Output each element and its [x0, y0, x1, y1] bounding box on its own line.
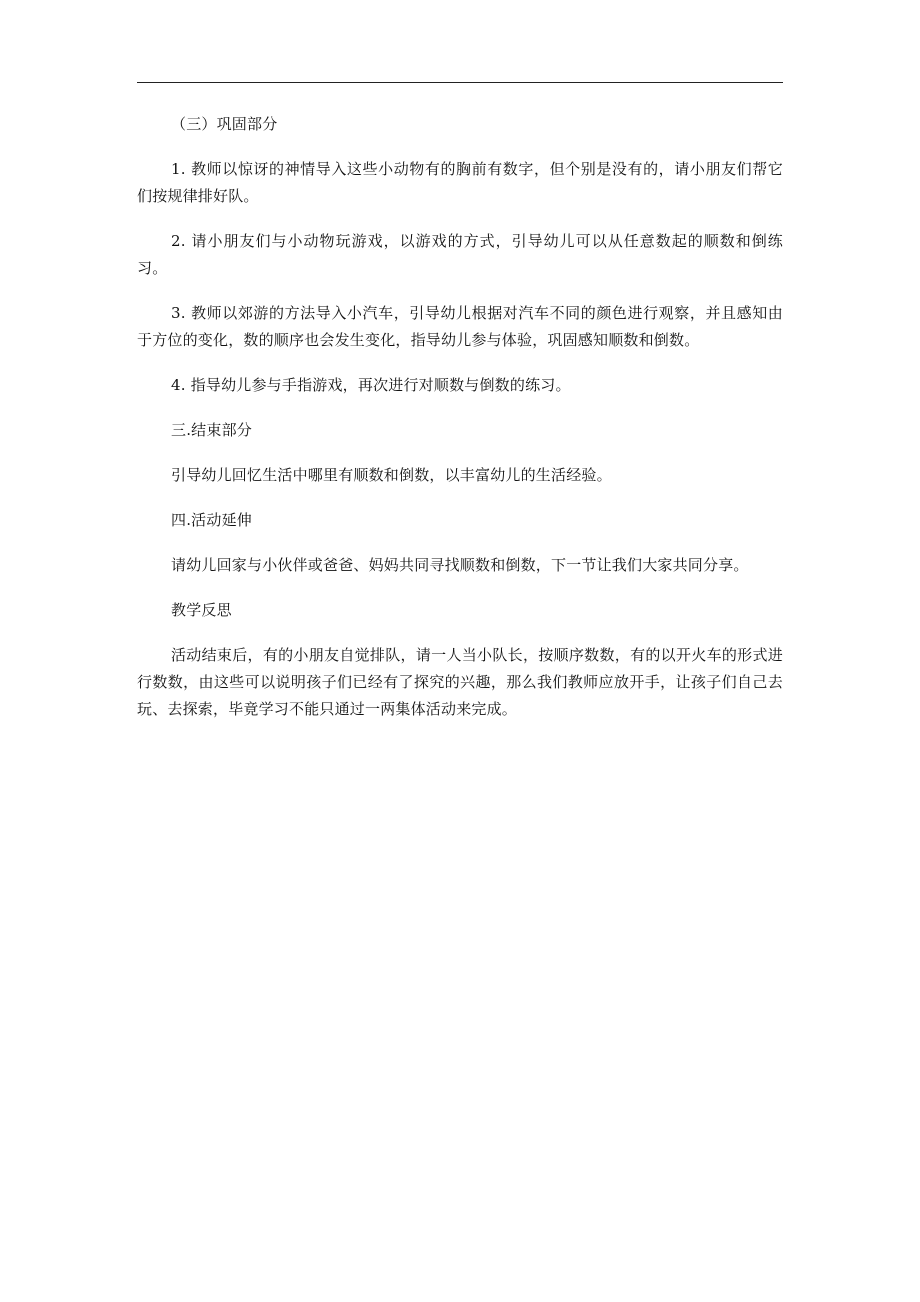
paragraph-step-3: 3. 教师以郊游的方法导入小汽车，引导幼儿根据对汽车不同的颜色进行观察，并且感知由于方位的变化，数的顺序也会发生变化，指导幼儿参与体验，巩固感知顺数和倒数。	[137, 304, 783, 349]
document-body	[137, 111, 783, 741]
section-heading-ending: 三.结束部分	[171, 421, 252, 439]
paragraph-step-4: 4. 指导幼儿参与手指游戏，再次进行对顺数与倒数的练习。	[171, 376, 571, 394]
section-heading-extension: 四.活动延伸	[171, 511, 252, 529]
section-heading-consolidation: （三）巩固部分	[171, 115, 278, 133]
paragraph-step-1: 1. 教师以惊讶的神情导入这些小动物有的胸前有数字，但个别是没有的，请小朋友们帮它们按规律排好队。	[137, 160, 783, 205]
paragraph-extension: 请幼儿回家与小伙伴或爸爸、妈妈共同寻找顺数和倒数，下一节让我们大家共同分享。	[171, 556, 749, 574]
paragraph-reflection: 活动结束后，有的小朋友自觉排队，请一人当小队长，按顺序数数，有的以开火车的形式进行数数，由这些可以说明孩子们已经有了探究的兴趣，那么我们教师应放开手，让孩子们自己去玩、去探索，毕竟学习不能只通过一两集体活动来完成。	[137, 646, 783, 718]
paragraph-ending: 引导幼儿回忆生活中哪里有顺数和倒数，以丰富幼儿的生活经验。	[171, 466, 612, 484]
section-heading-reflection: 教学反思	[171, 601, 232, 619]
paragraph-step-2: 2. 请小朋友们与小动物玩游戏，以游戏的方式，引导幼儿可以从任意数起的顺数和倒练习。	[137, 232, 783, 277]
header-rule	[137, 82, 783, 83]
